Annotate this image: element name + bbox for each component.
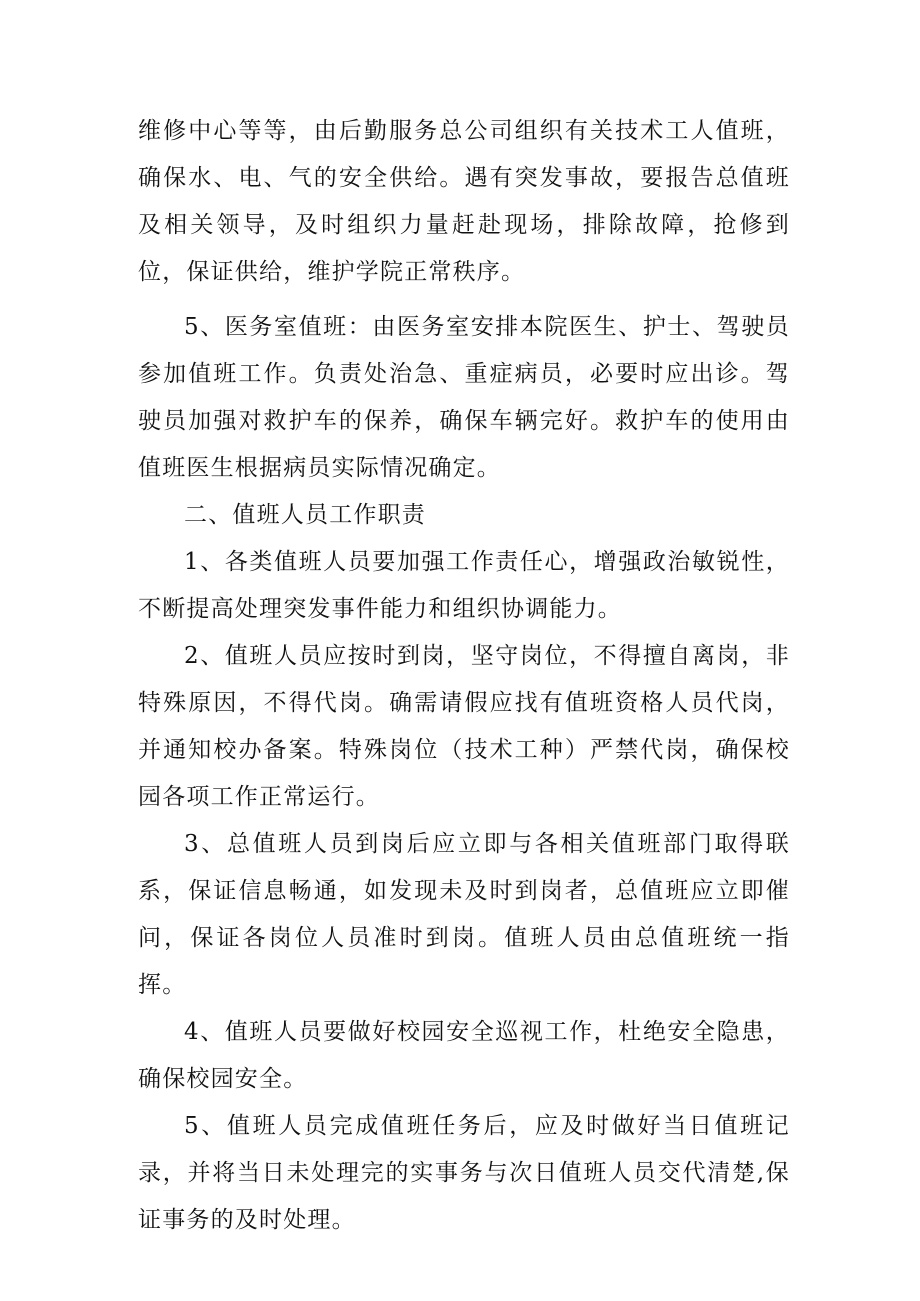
section-heading-duties: 二、值班人员工作职责 bbox=[184, 502, 426, 528]
paragraph-duty-2: 2、值班人员应按时到岗，坚守岗位，不得擅自离岗，非特殊原因，不得代岗。确需请假应找有值班资格人员代岗，并通知校办备案。特殊岗位（技术工种）严禁代岗，确保校园各项工作正常运行。 bbox=[138, 643, 790, 810]
paragraph-duty-5: 5、值班人员完成值班任务后，应及时做好当日值班记录，并将当日未处理完的实事务与次日值班人员交代清楚,保证事务的及时处理。 bbox=[138, 1113, 790, 1233]
paragraph-medical-duty: 5、医务室值班：由医务室安排本院医生、护士、驾驶员参加值班工作。负责处治急、重症病员，必要时应出诊。驾驶员加强对救护车的保养，确保车辆完好。救护车的使用由值班医生根据病员实际情况确定。 bbox=[138, 314, 790, 481]
document-body bbox=[138, 108, 790, 1244]
paragraph-continuation: 维修中心等等，由后勤服务总公司组织有关技术工人值班，确保水、电、气的安全供给。遇有突发事故，要报告总值班及相关领导，及时组织力量赶赴现场，排除故障，抢修到位，保证供给，维护学院正常秩序。 bbox=[138, 118, 790, 285]
paragraph-duty-4: 4、值班人员要做好校园安全巡视工作，杜绝安全隐患，确保校园安全。 bbox=[138, 1019, 790, 1092]
paragraph-duty-1: 1、各类值班人员要加强工作责任心，增强政治敏锐性，不断提高处理突发事件能力和组织协调能力。 bbox=[138, 549, 790, 622]
paragraph-duty-3: 3、总值班人员到岗后应立即与各相关值班部门取得联系，保证信息畅通，如发现未及时到岗者，总值班应立即催问，保证各岗位人员准时到岗。值班人员由总值班统一指挥。 bbox=[138, 831, 790, 998]
